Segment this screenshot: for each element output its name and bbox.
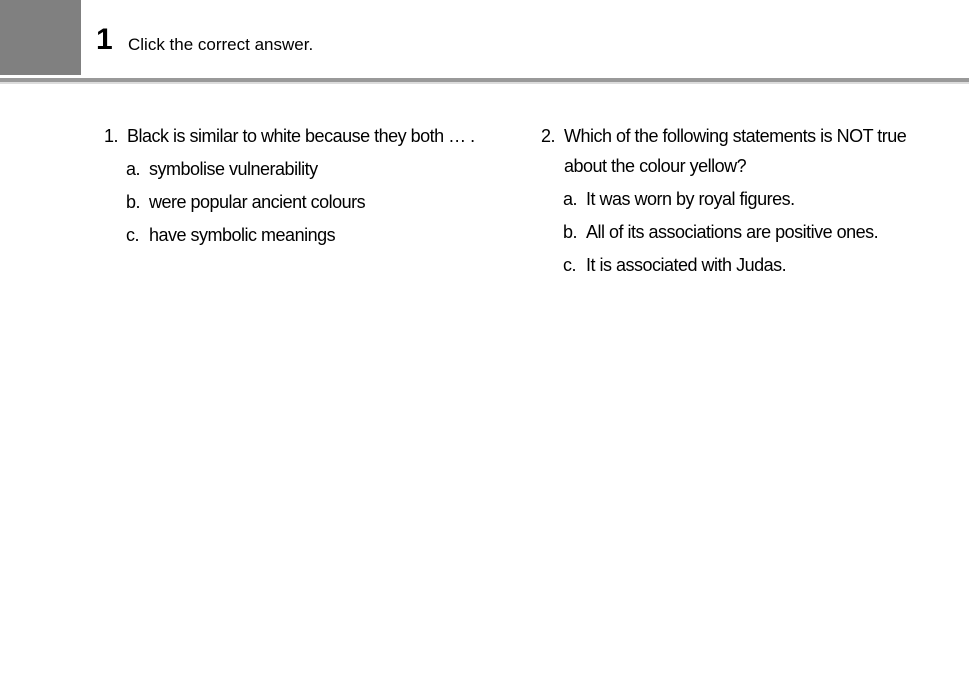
answer-option-a[interactable] (563, 184, 941, 217)
exercise-instruction: Click the correct answer. (128, 35, 314, 54)
option-text: It is associated with Judas. (586, 255, 787, 275)
answer-option-c[interactable] (126, 220, 514, 253)
option-letter: a. (126, 159, 141, 179)
answer-option-a[interactable] (126, 154, 514, 187)
question-number: 2. (541, 126, 556, 146)
question-1 (104, 121, 514, 253)
question-number: 1. (104, 126, 119, 146)
option-text: have symbolic meanings (149, 225, 336, 245)
answer-options (126, 154, 514, 253)
option-letter: b. (126, 192, 141, 212)
question-stem (541, 121, 941, 181)
header-divider-shadow (0, 82, 969, 84)
option-letter: a. (563, 189, 578, 209)
answer-options (563, 184, 941, 283)
question-2 (541, 121, 941, 283)
answer-option-b[interactable] (126, 187, 514, 220)
answer-option-c[interactable] (563, 250, 941, 283)
option-text: were popular ancient colours (149, 192, 366, 212)
question-stem (104, 121, 514, 151)
option-text: All of its associations are positive ones. (586, 222, 879, 242)
option-letter: c. (126, 225, 140, 245)
header-color-block (0, 0, 81, 75)
answer-option-b[interactable] (563, 217, 941, 250)
option-letter: b. (563, 222, 578, 242)
option-letter: c. (563, 255, 577, 275)
question-text: Black is similar to white because they both … . (127, 126, 475, 146)
option-text: It was worn by royal figures. (586, 189, 795, 209)
question-text: Which of the following statements is NOT true about the colour yellow? (564, 126, 907, 176)
option-text: symbolise vulnerability (149, 159, 318, 179)
exercise-number: 1 (96, 23, 113, 56)
